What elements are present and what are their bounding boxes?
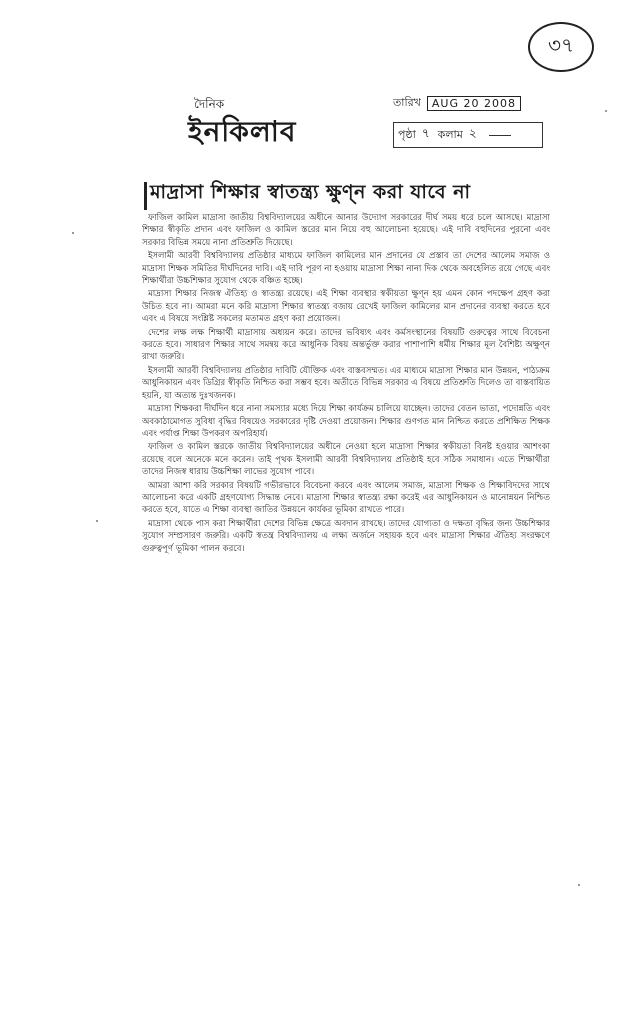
- newspaper-masthead: [188, 96, 308, 148]
- masthead-name: ইনকিলাব: [188, 115, 297, 148]
- clipping-metadata: [393, 92, 553, 152]
- article-body: [142, 212, 550, 982]
- masthead-daily: দৈনিক: [194, 97, 225, 111]
- date-label: তারিখ: [393, 96, 421, 109]
- page-column-row: [393, 122, 543, 148]
- article-paragraph: ইসলামী আরবী বিশ্ববিদ্যালয় প্রতিষ্ঠার দাবিটি যৌক্তিক এবং বাস্তবসম্মত। এর মাধ্যমে মাদ্রাসা শিক্ষার মান উন্নয়ন, পাঠ্যক্রম আধুনিকায়ন এবং ডিগ্রির স্বীকৃতি নিশ্চিত করা সম্ভব হবে। অতীতে বিভিন্ন সরকার এ বিষয়ে প্রতিশ্রুতি দিলেও তা বাস্তবায়িত হয়নি, যা অত্যন্ত দুঃখজনক।: [142, 365, 550, 401]
- page-number-circle: [528, 22, 594, 72]
- scan-speck: [96, 520, 98, 522]
- article-paragraph: মাদ্রাসা শিক্ষকরা দীর্ঘদিন ধরে নানা সমস্যার মধ্যে দিয়ে শিক্ষা কার্যক্রম চালিয়ে যাচ্ছেন। তাদের বেতন ভাতা, পদোন্নতি এবং অবকাঠামোগত সুবিধা বৃদ্ধির বিষয়েও সরকারের দৃষ্টি দেওয়া প্রয়োজন। শিক্ষার গুণগত মান নিশ্চিত করতে প্রশিক্ষিত শিক্ষক এবং পর্যাপ্ত শিক্ষা উপকরণ অপরিহার্য।: [142, 404, 550, 439]
- article-headline: মাদ্রাসা শিক্ষার স্বাতন্ত্র্য ক্ষুণ্ন করা যাবে না: [150, 181, 471, 203]
- date-row: [393, 94, 521, 113]
- scan-speck: [72, 232, 74, 234]
- article-paragraph: মাদ্রাসা শিক্ষার নিজস্ব ঐতিহ্য ও স্বাতন্ত্র্য রয়েছে। এই শিক্ষা ব্যবস্থার স্বকীয়তা ক্ষুণ্ন হয় এমন কোন পদক্ষেপ গ্রহণ করা উচিত হবে না। আমরা মনে করি মাদ্রাসা শিক্ষার স্বাতন্ত্র্য বজায় রেখেই ফাজিল কামিলের মান প্রদানের ব্যবস্থা করতে হবে এবং এ বিষয়ে সংশ্লিষ্ট সকলের মতামত গ্রহণ করা প্রয়োজন।: [142, 289, 550, 325]
- article-paragraph: দেশের লক্ষ লক্ষ শিক্ষার্থী মাদ্রাসায় অধ্যয়ন করে। তাদের ভবিষ্যৎ এবং কর্মসংস্থানের বিষয়টি গুরুত্বের সাথে বিবেচনা করতে হবে। সাধারণ শিক্ষার সাথে সমন্বয় করে আধুনিক বিষয় অন্তর্ভুক্ত করার পাশাপাশি ধর্মীয় শিক্ষার মূল বৈশিষ্ট্য অক্ষুণ্ন রাখা জরুরি।: [142, 327, 550, 363]
- scan-speck: [578, 884, 580, 886]
- column-line: [489, 135, 511, 136]
- date-stamp: AUG 20 2008: [427, 96, 521, 111]
- article-paragraph: ইসলামী আরবী বিশ্ববিদ্যালয় প্রতিষ্ঠার মাধ্যমে ফাজিল কামিলের মান প্রদানের যে প্রস্তাব তা দেশের আলেম সমাজ ও মাদ্রাসা শিক্ষক সমিতির দীর্ঘদিনের দাবি। এই দাবি পূরণ না হওয়ায় মাদ্রাসা শিক্ষা নানা দিক থেকে অবহেলিত রয়ে গেছে এবং শিক্ষার্থীরা উচ্চশিক্ষার সুযোগ থেকে বঞ্চিত হচ্ছে।: [142, 251, 550, 287]
- article-paragraph: মাদ্রাসা থেকে পাস করা শিক্ষার্থীরা দেশের বিভিন্ন ক্ষেত্রে অবদান রাখছে। তাদের যোগ্যতা ও দক্ষতা বৃদ্ধির জন্য উচ্চশিক্ষার সুযোগ সম্প্রসারণ জরুরি। একটি স্বতন্ত্র বিশ্ববিদ্যালয় এ লক্ষ্য অর্জনে সহায়ক হবে এবং মাদ্রাসা শিক্ষার ঐতিহ্য সংরক্ষণে গুরুত্বপূর্ণ ভূমিকা পালন করবে।: [142, 518, 550, 554]
- column-label: কলাম: [437, 127, 463, 141]
- column-value: ২: [468, 126, 477, 140]
- scan-speck: [605, 110, 607, 112]
- page-number: ৩৭: [547, 32, 574, 57]
- page-value: ৭: [421, 126, 430, 140]
- page-label: পৃষ্ঠা: [398, 127, 416, 141]
- article-paragraph: আমরা আশা করি সরকার বিষয়টি গভীরভাবে বিবেচনা করবে এবং আলেম সমাজ, মাদ্রাসা শিক্ষক ও শিক্ষাবিদদের সাথে আলোচনা করে একটি গ্রহণযোগ্য সিদ্ধান্ত নেবে। মাদ্রাসা শিক্ষার স্বাতন্ত্র্য রক্ষা করেই এর আধুনিকায়ন ও মানোন্নয়ন নিশ্চিত করতে হবে, যাতে এ শিক্ষা ব্যবস্থা জাতির উন্নয়নে কার্যকর ভূমিকা রাখতে পারে।: [142, 480, 550, 516]
- headline-marker: [144, 182, 147, 210]
- article-paragraph: ফাজিল কামিল মাদ্রাসা জাতীয় বিশ্ববিদ্যালয়ের অধীনে আনার উদ্যোগ সরকারের দীর্ঘ সময় ধরে চলে আসছে। মাদ্রাসা শিক্ষার স্বীকৃতি প্রদান এবং ফাজিল ও কামিল স্তরের মান নিয়ে বহু আলোচনা হয়েছে। এই দাবি বহুদিনের পুরনো এবং সরকার বিভিন্ন সময়ে নানা প্রতিশ্রুতি দিয়েছে।: [142, 213, 550, 248]
- article-paragraph: ফাজিল ও কামিল স্তরকে জাতীয় বিশ্ববিদ্যালয়ের অধীনে নেওয়া হলে মাদ্রাসা শিক্ষার স্বকীয়তা বিনষ্ট হওয়ার আশংকা রয়েছে বলে অনেকে মনে করেন। তাই পৃথক ইসলামী আরবী বিশ্ববিদ্যালয় প্রতিষ্ঠাই হবে সঠিক সমাধান। এতে শিক্ষার্থীরা তাদের নিজস্ব ধারায় উচ্চশিক্ষা লাভের সুযোগ পাবে।: [142, 442, 550, 478]
